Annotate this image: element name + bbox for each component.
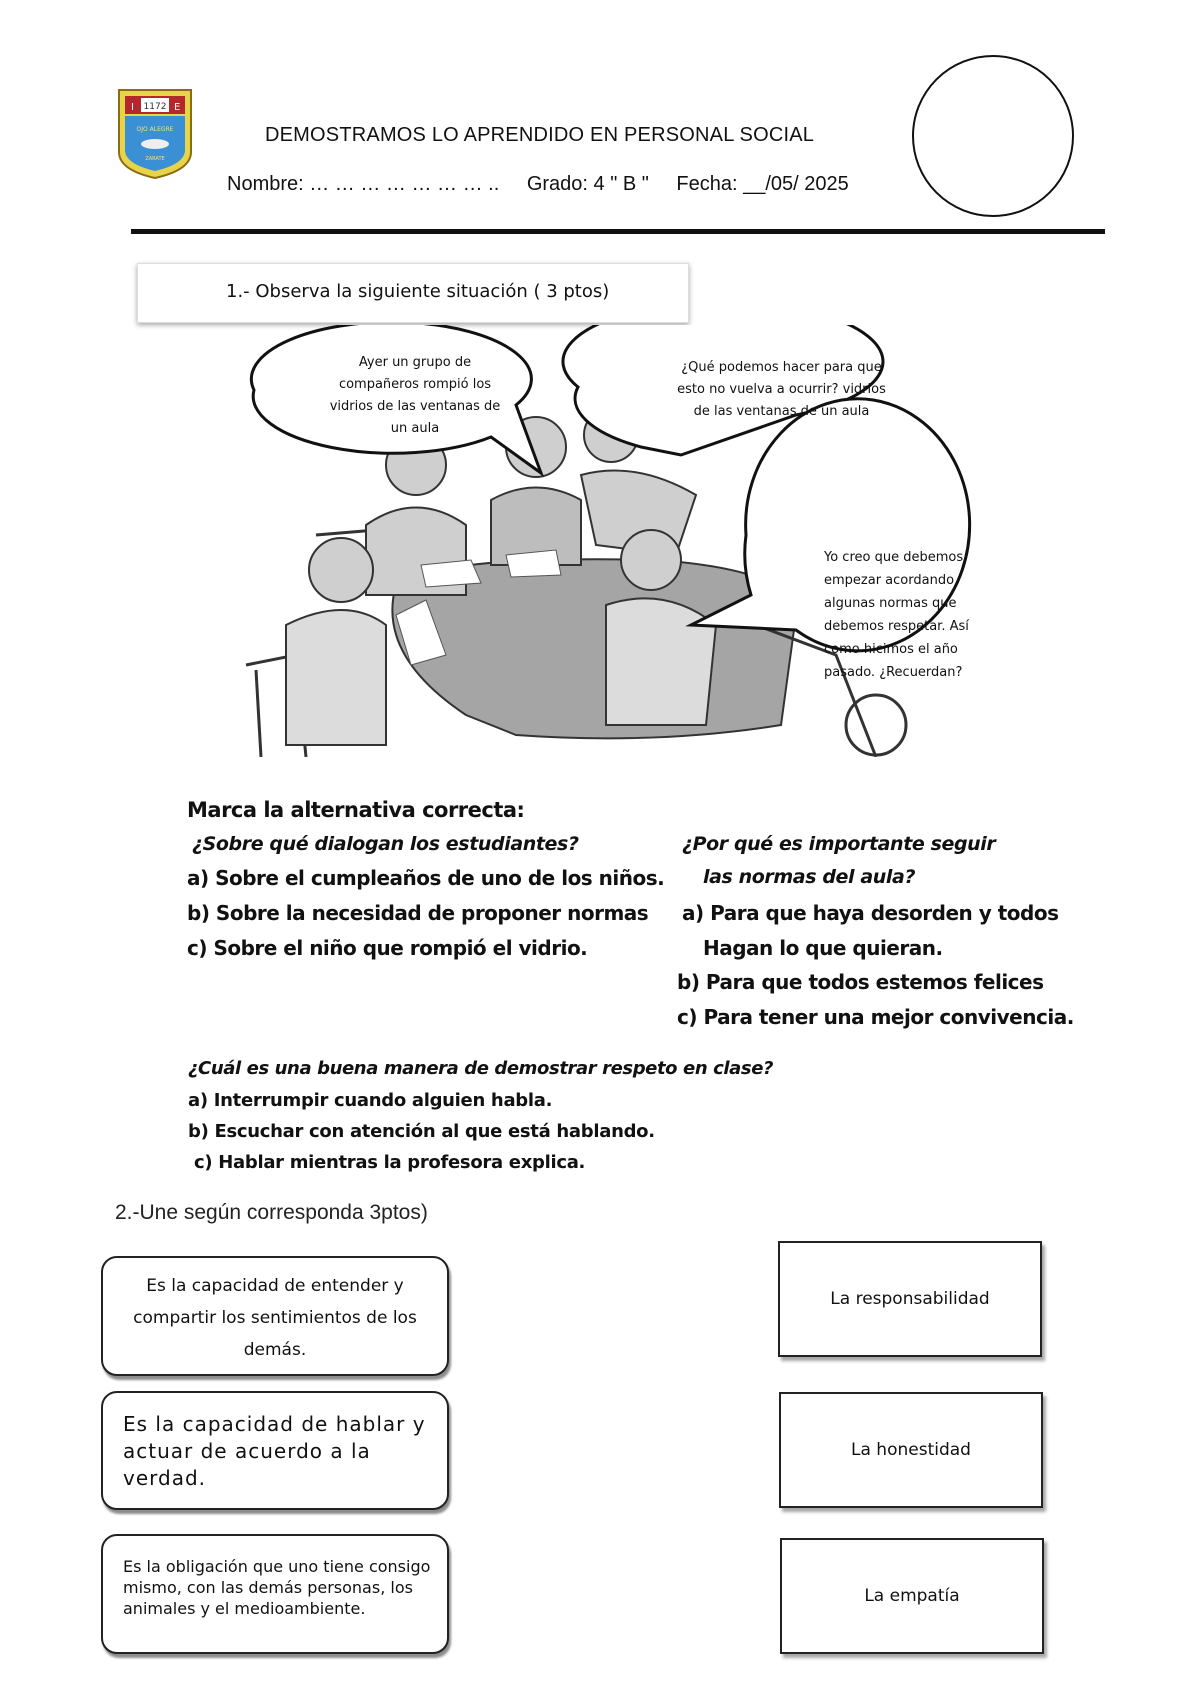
value-box-1[interactable] [778,1241,1042,1357]
q2-option-a-continued: Hagan lo que quieran. [703,936,943,960]
svg-text:1172: 1172 [143,102,167,112]
section1-heading-box [137,263,689,323]
section2-heading: 2.-Une según corresponda 3ptos) [115,1201,428,1224]
value-label-1: La responsabilidad [830,1289,990,1309]
definition-text-2: Es la capacidad de hablar y actuar de acuerdo a la verdad. [123,1412,426,1490]
definition-box-3[interactable] [101,1534,449,1654]
date-field[interactable]: Fecha: __/05/ 2025 [676,173,849,195]
score-circle[interactable] [912,55,1074,217]
question-2-line-2: las normas del aula? [703,866,916,888]
speech-bubble-3: Yo creo que debemos empezar acordando algunas normas que debemos respetar. Así como hicimos el año pasado. ¿Recuerdan? [824,550,969,680]
value-box-3[interactable] [780,1538,1044,1654]
q2-option-a[interactable]: a) Para que haya desorden y todos [682,901,1059,925]
value-label-3: La empatía [864,1586,960,1606]
q3-option-a[interactable]: a) Interrumpir cuando alguien habla. [188,1090,553,1111]
svg-text:E: E [174,102,181,113]
value-box-2[interactable] [779,1392,1043,1508]
q3-option-b[interactable]: b) Escuchar con atención al que está hablando. [188,1121,655,1142]
definition-text-1: Es la capacidad de entender y compartir los sentimientos de los demás. [133,1276,417,1360]
name-field[interactable]: Nombre: … … … … … … … .. [227,173,500,195]
student-info-line [227,173,871,196]
question-3: ¿Cuál es una buena manera de demostrar respeto en clase? [188,1058,774,1079]
question-2-line-1: ¿Por qué es importante seguir [682,833,996,855]
question-1: ¿Sobre qué dialogan los estudiantes? [192,833,579,855]
value-label-2: La honestidad [851,1440,971,1460]
definition-text-3: Es la obligación que uno tiene consigo mismo, con las demás personas, los animales y el medioambiente. [123,1557,431,1618]
instruction-text: Marca la alternativa correcta: [187,798,525,822]
header-divider [131,229,1105,234]
speech-bubble-1: Ayer un grupo de compañeros rompió los vidrios de las ventanas de un aula [329,355,501,436]
q2-option-b[interactable]: b) Para que todos estemos felices [677,970,1044,994]
q2-option-c[interactable]: c) Para tener una mejor convivencia. [677,1005,1074,1029]
q3-option-c[interactable]: c) Hablar mientras la profesora explica. [194,1152,586,1173]
page-title: DEMOSTRAMOS LO APRENDIDO EN PERSONAL SOCIAL [265,124,815,146]
definition-box-1[interactable] [101,1256,449,1376]
definition-box-2[interactable] [101,1391,449,1510]
section1-heading: 1.- Observa la siguiente situación ( 3 ptos) [226,281,610,302]
grade-label: Grado: 4 " B " [526,173,649,195]
school-logo [116,86,194,180]
svg-text:I: I [131,102,134,113]
q1-option-c[interactable]: c) Sobre el niño que rompió el vidrio. [187,936,588,960]
svg-text:OJO ALEGRE: OJO ALEGRE [136,126,174,133]
q1-option-a[interactable]: a) Sobre el cumpleaños de uno de los niños. [187,866,665,890]
svg-text:ZARATE: ZARATE [145,156,165,162]
q1-option-b[interactable]: b) Sobre la necesidad de proponer normas [187,901,649,925]
speech-bubble-2: ¿Qué podemos hacer para que esto no vuelva a ocurrir? vidrios de las ventanas de un aula [677,360,886,419]
